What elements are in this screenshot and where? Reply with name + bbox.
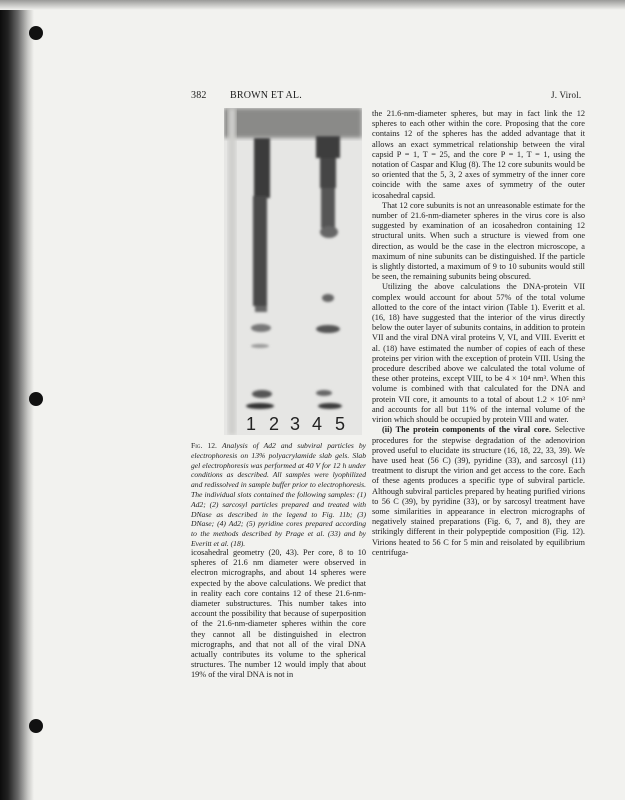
figure-caption bbox=[191, 441, 366, 549]
right-paragraph-4 bbox=[372, 425, 585, 558]
gel-background bbox=[224, 108, 362, 435]
right-paragraph-1: the 21.6-nm-diameter spheres, but may in fact link the 12 spheres to each other within the core. Proposing that the core contains 12 of the spheres has the added advantage that it allows an exact symmetrical relationship between the viral capsid P = 1, T = 25, and the core P = 1, T = 1, using the notation of Caspar and Klug (8). The 12 core subunits would be so oriented that the 5, 3, 2 axes of symmetry of the inner core coincide with the same axes of symmetry of the outer icosahedral capsid. bbox=[372, 109, 585, 200]
scan-shadow-top bbox=[0, 0, 625, 10]
binder-hole-bottom bbox=[29, 719, 43, 733]
binder-hole-top bbox=[29, 26, 43, 40]
gel-top-edge bbox=[224, 108, 362, 138]
gel-figure bbox=[224, 108, 362, 435]
journal-name: J. Virol. bbox=[551, 90, 582, 100]
caption-text: Analysis of Ad2 and subviral particles by electrophoresis on 13% polyacrylamide slab gels. Slab gel electrophoresis was performed at 40 V for 12 h under conditions as described. All samples were lyophilized and redissolved in sample buffer prior to electrophoresis. The individual slots contained the following samples: (1) Ad2; (2) sarcosyl particles prepared and treated with DNase as described in the legend to Fig. 11b; (3) DNase; (4) Ad2; (5) pyridine cores prepared according to the methods described by Prage et al. (33) and by Everitt et al. (18). bbox=[191, 441, 366, 548]
section-heading: (ii) The protein components of the viral core. bbox=[382, 425, 551, 435]
page-number: 382 bbox=[191, 90, 207, 101]
binder-hole-middle bbox=[29, 392, 43, 406]
lane-label-2: 2 bbox=[269, 414, 280, 434]
lane-label-4: 4 bbox=[312, 414, 323, 434]
left-column bbox=[191, 548, 366, 681]
running-authors: BROWN ET AL. bbox=[230, 90, 302, 101]
lane-label-1: 1 bbox=[246, 414, 257, 434]
right-paragraph-4-text: Selective procedures for the stepwise degradation of the adenovirion proved useful to elucidate its structure (16, 18, 22, 33, 39). We have used heat (56 C) (39), pyridine (33), and sarcosyl (11) treatment to disrupt the virion and get access to the core. Each of these agents produces a specific type of subviral particle. Although subviral particles prepared by heating purified virions to 56 C (39), by pyridine (33), or by sarcosyl treatment have some similarities in appearance in electron micrographs of negatively stained preparations (Fig. 6, 7, and 8), they are strikingly different in their polypeptide composition (Fig. 12). Virions heated to 56 C for 5 min and reisolated by equilibrium centrifuga- bbox=[372, 425, 585, 557]
lane-label-5: 5 bbox=[335, 414, 346, 434]
caption-label: Fig. 12. bbox=[191, 441, 217, 450]
right-column bbox=[372, 109, 585, 558]
right-paragraph-3: Utilizing the above calculations the DNA-protein VII complex would account for about 57% of the total volume allotted to the core of the intact virion (Table 1). Everitt et al. (16, 18) have suggested that the interior of the virus directly below the outer layer of subunits contains, in addition to protein VII and the viral DNA viral proteins V, VI, and VIII. Everitt et al. (18) have estimated the number of copies of each of these proteins per virion with the exception of protein VIII. Using the procedure described above we calculated the total volume of these other proteins, except VIII, to be 4 × 10⁴ nm³. When this volume is combined with that calculated for the DNA and protein VII core, it amounts to a total of about 1.2 × 10⁵ nm³ and accounts for all but 11% of the internal volume of the virion which should be occupied by protein VIII and water. bbox=[372, 282, 585, 425]
left-paragraph: icosahedral geometry (20, 43). Per core, 8 to 10 spheres of 21.6 nm diameter were observed in electron micrographs, and about 14 spheres were expected by the above calculations. We predict that in reality each core contains 12 of these 21.6-nm-diameter substructures. This number takes into account the possibility that because of superposition of the 21.6-nm-diameter spheres within the core they cannot all be distinguished in electron micrographs, and that not all of the viral DNA actually contributes its volume to the spherical structures. The number 12 would imply that about 19% of the viral DNA is not in bbox=[191, 548, 366, 680]
lane-label-3: 3 bbox=[290, 414, 301, 434]
right-paragraph-2: That 12 core subunits is not an unreasonable estimate for the number of 21.6-nm-diameter spheres in the virus core is also suggested by examination of an icosahedron containing 12 structural units. When such a structure is viewed from one direction, as would be the case in the electron microscope, a maximum of nine subunits can be distinguished. If the particle is slightly distorted, a maximum of 9 to 10 subunits would still be seen, the remaining subunits being obscured. bbox=[372, 200, 585, 282]
gel-left-edge bbox=[228, 108, 236, 435]
